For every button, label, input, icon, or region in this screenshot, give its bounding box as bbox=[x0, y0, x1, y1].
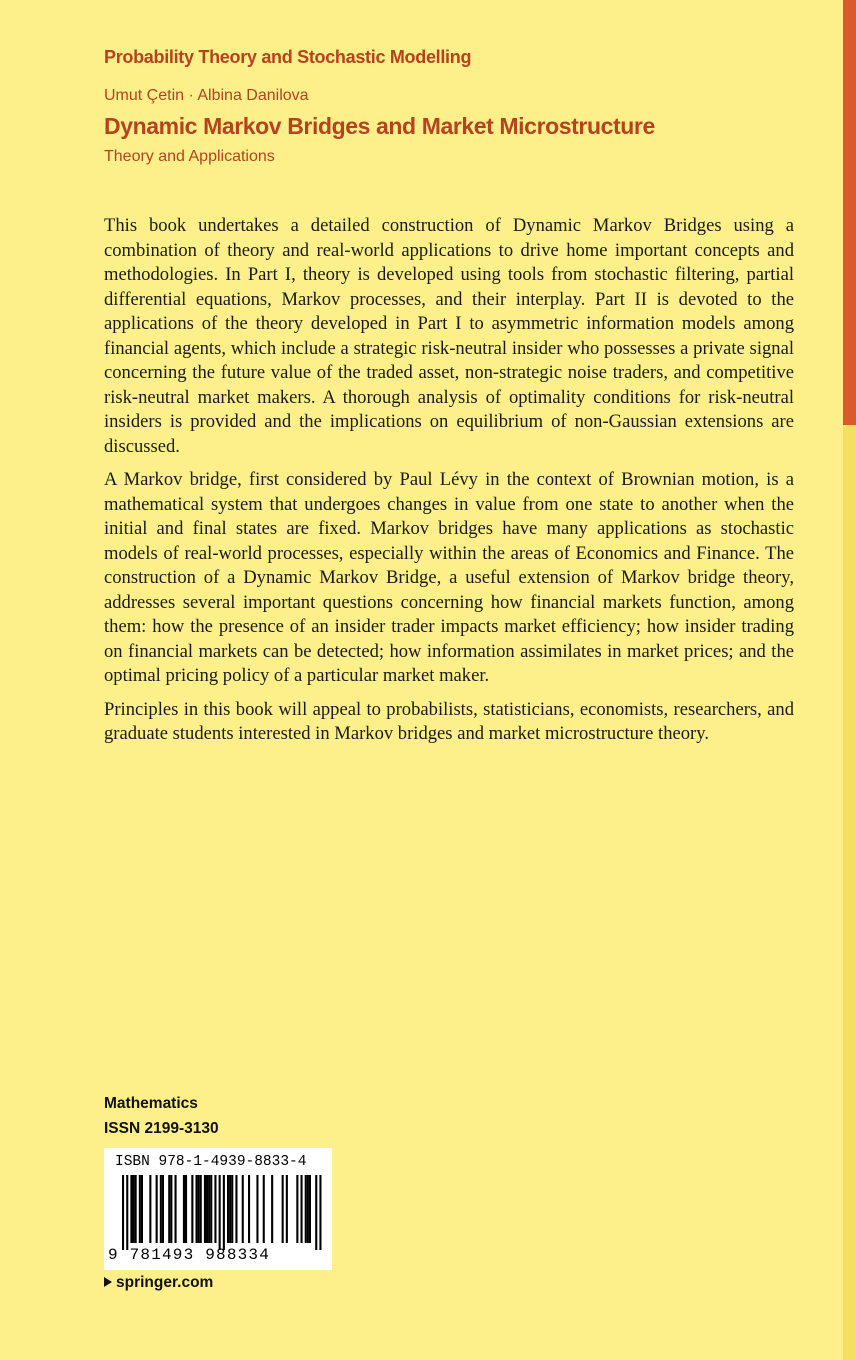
barcode-bar bbox=[263, 1175, 265, 1243]
barcode-bar bbox=[214, 1175, 216, 1243]
barcode-bar bbox=[126, 1175, 128, 1250]
description-paragraph: A Markov bridge, first considered by Paul Lévy in the context of Brownian motion, is a mathematical system that undergoes changes in value from one state to another when the initial and final states are fixed. Markov bridges have many applications as stochastic models of real-world processes, especially within the areas of Economics and Finance. The construction of a Dynamic Markov Bridge, a useful extension of Markov bridge theory, addresses several important questions concerning how financial markets function, among them: how the presence of an insider trader impacts market efficiency; how insider trading on financial markets can be detected; how information assimilates in market prices; and the optimal pricing policy of a particular market maker. bbox=[104, 469, 794, 686]
barcode-bar bbox=[183, 1175, 185, 1243]
book-title: Dynamic Markov Bridges and Market Microstructure bbox=[104, 113, 655, 139]
barcode-bar bbox=[301, 1175, 303, 1243]
barcode-bar bbox=[229, 1175, 231, 1243]
barcode-bar bbox=[248, 1175, 250, 1243]
barcode-bar bbox=[130, 1175, 132, 1243]
barcode-bar bbox=[242, 1175, 244, 1243]
description-paragraph: Principles in this book will appeal to probabilists, statisticians, economists, researchers, and graduate students interested in Markov bridges and market microstructure theory. bbox=[104, 698, 794, 744]
barcode-bar bbox=[307, 1175, 309, 1243]
barcode-bar bbox=[133, 1175, 135, 1243]
barcode-bar bbox=[271, 1175, 273, 1243]
barcode-bar bbox=[315, 1175, 317, 1250]
book-subtitle: Theory and Applications bbox=[104, 148, 275, 165]
barcode-bar bbox=[198, 1175, 200, 1243]
barcode-bar bbox=[122, 1175, 124, 1250]
barcode-bar bbox=[223, 1175, 225, 1250]
barcode-bar bbox=[309, 1175, 311, 1243]
barcode-bar bbox=[141, 1175, 143, 1243]
barcode-bar bbox=[139, 1175, 141, 1243]
isbn-number: ISBN 978-1-4939-8833-4 bbox=[115, 1154, 307, 1170]
barcode-bar bbox=[156, 1175, 158, 1243]
barcode-bar bbox=[208, 1175, 210, 1243]
barcode-bar bbox=[168, 1175, 170, 1243]
spine-edge bbox=[843, 0, 856, 1360]
barcode-bar bbox=[191, 1175, 193, 1243]
barcode-bar bbox=[185, 1175, 187, 1243]
arrow-right-icon bbox=[104, 1277, 112, 1287]
barcode-bar bbox=[160, 1175, 162, 1243]
barcode-bar bbox=[319, 1175, 321, 1250]
barcode-bar bbox=[175, 1175, 177, 1243]
barcode-bar bbox=[204, 1175, 206, 1243]
barcode-bar bbox=[210, 1175, 212, 1243]
barcode-bar bbox=[170, 1175, 172, 1243]
barcode-digits: 9 781493 988334 bbox=[108, 1246, 271, 1264]
barcode-bar bbox=[231, 1175, 233, 1243]
barcode-bar bbox=[282, 1175, 284, 1243]
barcode-bar bbox=[227, 1175, 229, 1243]
authors: Umut Çetin · Albina Danilova bbox=[104, 87, 309, 104]
barcode-bar bbox=[206, 1175, 208, 1243]
barcode-bar bbox=[149, 1175, 151, 1243]
barcode-label bbox=[104, 1148, 332, 1270]
series-name: Probability Theory and Stochastic Modelling bbox=[104, 47, 472, 67]
barcode-bar bbox=[135, 1175, 137, 1243]
publisher-website[interactable] bbox=[104, 1274, 213, 1292]
barcode-bar bbox=[200, 1175, 202, 1243]
subject-category: Mathematics bbox=[104, 1095, 198, 1112]
barcode-bar bbox=[305, 1175, 307, 1243]
barcode-bar bbox=[162, 1175, 164, 1243]
barcode-bar bbox=[196, 1175, 198, 1243]
barcode-bar bbox=[219, 1175, 221, 1250]
barcode-bar bbox=[296, 1175, 298, 1243]
spine-orange-band bbox=[843, 0, 856, 425]
barcode-bar bbox=[235, 1175, 237, 1243]
website-label: springer.com bbox=[116, 1274, 214, 1291]
barcode-bar bbox=[286, 1175, 288, 1243]
book-description bbox=[104, 214, 794, 756]
issn-number: ISSN 2199-3130 bbox=[104, 1120, 219, 1137]
barcode-bar bbox=[256, 1175, 258, 1243]
description-paragraph: This book undertakes a detailed construction of Dynamic Markov Bridges using a combination of theory and real-world applications to drive home important concepts and methodologies. In Part I, theory is developed using tools from stochastic filtering, partial differential equations, Markov processes, and their interplay. Part II is devoted to the applications of the theory developed in Part I to asymmetric information models among financial agents, which include a strategic risk-neutral insider who possesses a private signal concerning the future value of the traded asset, non-strategic noise traders, and competitive risk-neutral market makers. A thorough analysis of optimality conditions for risk-neutral insiders is provided and the implications on equilibrium of non-Gaussian extensions are discussed. bbox=[104, 215, 794, 457]
